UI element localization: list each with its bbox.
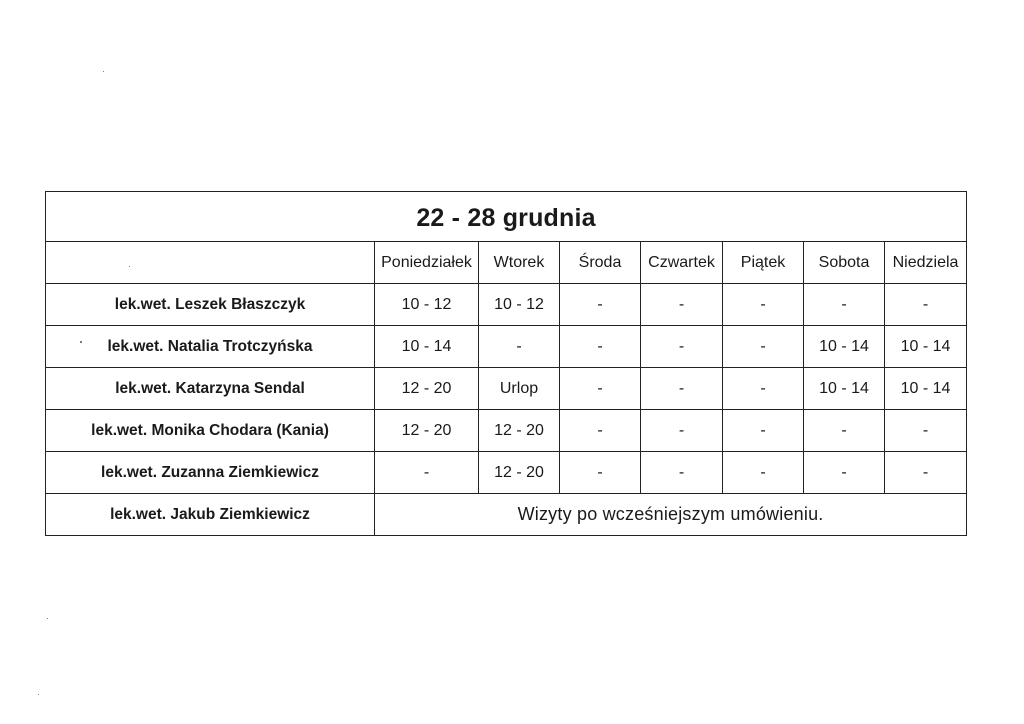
hours-cell: 10 - 14 [375,326,479,368]
vet-name: lek.wet. Natalia Trotczyńska [46,326,375,368]
hours-cell: - [885,410,967,452]
day-header: Wtorek [479,242,560,284]
corner-cell [46,242,375,284]
hours-cell: - [479,326,560,368]
scan-speck [38,694,39,695]
schedule-title: 22 - 28 grudnia [46,192,967,242]
hours-cell: - [723,284,804,326]
hours-cell: - [641,284,723,326]
hours-cell: - [885,452,967,494]
day-header: Piątek [723,242,804,284]
table-row [46,368,967,410]
hours-cell: - [885,284,967,326]
day-header: Niedziela [885,242,967,284]
day-header: Poniedziałek [375,242,479,284]
day-header-row [46,242,967,284]
vet-name: lek.wet. Leszek Błaszczyk [46,284,375,326]
hours-cell: - [804,452,885,494]
table-row [46,284,967,326]
hours-cell: 10 - 14 [804,326,885,368]
hours-cell: - [723,326,804,368]
hours-cell: - [804,410,885,452]
hours-cell: 10 - 14 [885,368,967,410]
table-row [46,494,967,536]
hours-cell: 10 - 12 [479,284,560,326]
hours-cell: 12 - 20 [479,452,560,494]
hours-cell: - [560,410,641,452]
day-header: Sobota [804,242,885,284]
hours-cell: - [641,410,723,452]
vet-name: lek.wet. Katarzyna Sendal [46,368,375,410]
hours-cell: - [641,368,723,410]
appointment-note: Wizyty po wcześniejszym umówieniu. [375,494,967,536]
vet-name: lek.wet. Jakub Ziemkiewicz [46,494,375,536]
hours-cell: Urlop [479,368,560,410]
table-row [46,452,967,494]
hours-cell: 10 - 12 [375,284,479,326]
hours-cell: - [560,326,641,368]
hours-cell: - [375,452,479,494]
table-row [46,326,967,368]
hours-cell: - [560,284,641,326]
hours-cell: 12 - 20 [375,368,479,410]
hours-cell: 12 - 20 [479,410,560,452]
hours-cell: - [723,410,804,452]
hours-cell: - [723,368,804,410]
scan-speck [47,618,48,619]
hours-cell: - [723,452,804,494]
vet-name: lek.wet. Zuzanna Ziemkiewicz [46,452,375,494]
hours-cell: 10 - 14 [885,326,967,368]
day-header: Czwartek [641,242,723,284]
hours-cell: 10 - 14 [804,368,885,410]
hours-cell: - [560,452,641,494]
table-row [46,410,967,452]
vet-name: lek.wet. Monika Chodara (Kania) [46,410,375,452]
schedule-table [45,191,967,536]
hours-cell: 12 - 20 [375,410,479,452]
day-header: Środa [560,242,641,284]
scan-speck [103,71,104,72]
hours-cell: - [641,326,723,368]
hours-cell: - [641,452,723,494]
hours-cell: - [804,284,885,326]
hours-cell: - [560,368,641,410]
